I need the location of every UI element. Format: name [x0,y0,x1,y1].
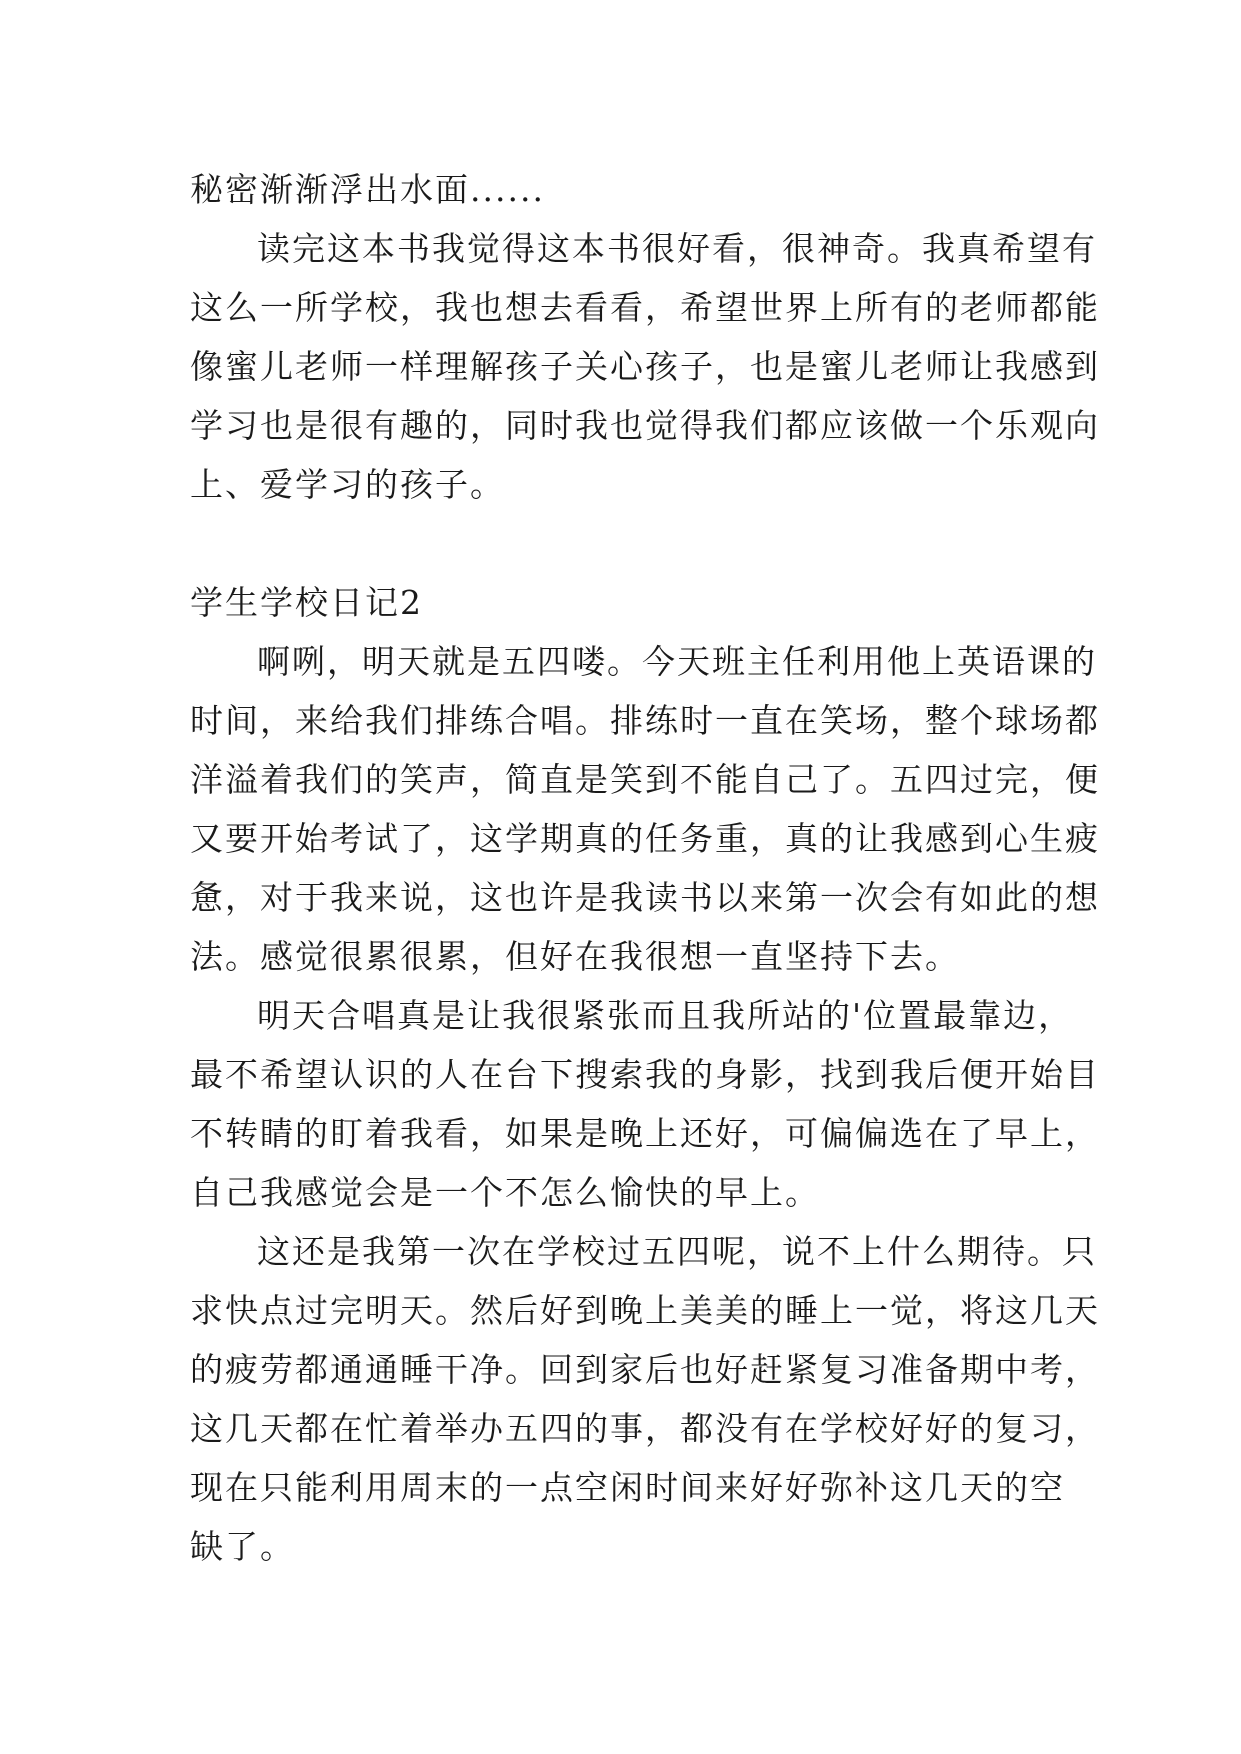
paragraph [190,1222,1100,1576]
text-line: 缺了。 [190,1527,295,1566]
text-line: 这么一所学校，我也想去看看，希望世界上所有的老师都能 [190,288,1100,327]
section-heading: 学生学校日记2 [190,583,423,622]
text-line: 自己我感觉会是一个不怎么愉快的早上。 [190,1173,820,1212]
section-2 [190,573,1100,1576]
text-line: 洋溢着我们的笑声，简直是笑到不能自己了。五四过完，便 [190,760,1100,799]
text-line: 上、爱学习的孩子。 [190,465,505,504]
paragraph [190,632,1100,986]
text-line: 最不希望认识的人在台下搜索我的身影，找到我后便开始目 [190,1055,1100,1094]
text-line: 时间，来给我们排练合唱。排练时一直在笑场，整个球场都 [190,701,1100,740]
text-line: 法。感觉很累很累，但好在我很想一直坚持下去。 [190,937,960,976]
text-line: 的疲劳都通通睡干净。回到家后也好赶紧复习准备期中考， [190,1350,1100,1389]
text-line: 这还是我第一次在学校过五四呢，说不上什么期待。只 [257,1232,1097,1271]
text-line: 读完这本书我觉得这本书很好看，很神奇。我真希望有 [257,229,1097,268]
paragraph [190,219,1100,514]
text-line: 明天合唱真是让我很紧张而且我所站的'位置最靠边， [257,996,1074,1035]
text-line: 求快点过完明天。然后好到晚上美美的睡上一觉，将这几天 [190,1291,1100,1330]
document-page [190,160,1100,1576]
paragraph [190,986,1100,1222]
section-1 [190,160,1100,514]
text-line: 这几天都在忙着举办五四的事，都没有在学校好好的复习， [190,1409,1100,1448]
text-line: 秘密渐渐浮出水面...... [190,170,545,209]
text-line: 学习也是很有趣的，同时我也觉得我们都应该做一个乐观向 [190,406,1100,445]
text-line: 啊咧，明天就是五四喽。今天班主任利用他上英语课的 [257,642,1097,681]
section-gap [190,514,1070,573]
text-line: 现在只能利用周末的一点空闲时间来好好弥补这几天的空 [190,1468,1065,1507]
text-line: 惫，对于我来说，这也许是我读书以来第一次会有如此的想 [190,878,1100,917]
text-line: 像蜜儿老师一样理解孩子关心孩子，也是蜜儿老师让我感到 [190,347,1100,386]
text-line: 不转睛的盯着我看，如果是晚上还好，可偏偏选在了早上， [190,1114,1100,1153]
text-line: 又要开始考试了，这学期真的任务重，真的让我感到心生疲 [190,819,1100,858]
